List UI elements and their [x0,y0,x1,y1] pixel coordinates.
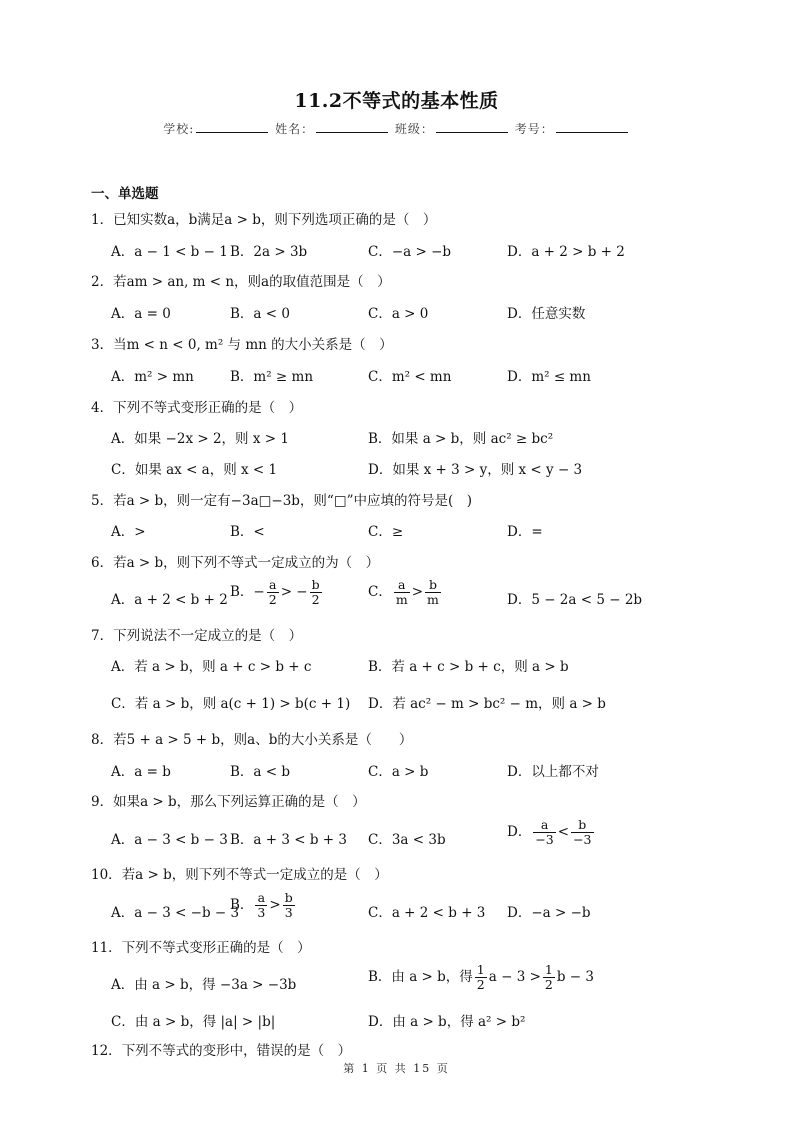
option-1d[interactable]: D．a + 2 > b + 2 [507,244,625,260]
exam-number-label: 考号： [514,122,554,136]
fraction: $\frac{a}{-3}$ [535,817,554,847]
option-4a[interactable]: A．如果 −2x > 2，则 x > 1 [111,431,289,447]
option-11c[interactable]: C．由 a > b，得 |a| > |b| [111,1014,276,1030]
option-11a[interactable]: A．由 a > b，得 −3a > −3b [111,977,297,993]
option-8b[interactable]: B．a < b [230,764,291,780]
option-9a[interactable]: A．a − 3 < b − 3 [111,832,228,848]
option-2a[interactable]: A．a = 0 [111,306,171,322]
option-8d[interactable]: D．以上都不对 [507,764,599,780]
option-5d[interactable]: D．= [507,524,543,540]
fraction: $\frac{b}{3}$ [284,890,293,920]
option-1b[interactable]: B．2a > 3b [230,244,308,260]
fraction: $\frac{a}{2}$ [268,577,277,607]
option-7a[interactable]: A．若 a > b，则 a + c > b + c [111,659,312,675]
option-6d[interactable]: D．5 − 2a < 5 − 2b [507,592,643,608]
fraction: $\frac{a}{m}$ [395,577,408,607]
question-8: 8．若5 + a > 5 + b，则a、b的大小关系是（ ） [91,732,413,748]
option-7c[interactable]: C．若 a > b，则 a(c + 1) > b(c + 1) [111,696,351,712]
question-12: 12．下列不等式的变形中，错误的是（ ） [91,1043,352,1059]
question-1: 1．已知实数a，b满足a > b，则下列选项正确的是（ ） [91,212,437,228]
question-4: 4．下列不等式变形正确的是（ ） [91,400,303,416]
option-3b[interactable]: B．m² ≥ mn [230,369,314,385]
option-6b[interactable]: B．− $\frac{a}{2}$ > − $\frac{b}{2}$ [230,577,320,607]
option-9d[interactable]: D． $\frac{a}{-3}$ < $\frac{b}{-3}$ [507,817,592,847]
fraction: $\frac{b}{m}$ [427,577,439,607]
option-6c[interactable]: C． $\frac{a}{m}$ > $\frac{b}{m}$ [368,577,439,607]
exam-number-blank[interactable] [556,121,628,133]
option-1c[interactable]: C．−a > −b [368,244,452,260]
fraction: $\frac{1}{2}$ [544,962,553,992]
fraction: $\frac{1}{2}$ [476,962,485,992]
option-10c[interactable]: C．a + 2 < b + 3 [368,905,486,921]
page-title: 11.2不等式的基本性质 [294,90,499,112]
option-4c[interactable]: C．如果 ax < a，则 x < 1 [111,462,278,478]
option-8c[interactable]: C．a > b [368,764,429,780]
option-5b[interactable]: B．< [230,524,265,540]
option-9b[interactable]: B．a + 3 < b + 3 [230,832,347,848]
option-9c[interactable]: C．3a < 3b [368,832,446,848]
question-11: 11．下列不等式变形正确的是（ ） [91,940,311,956]
option-5a[interactable]: A．> [111,524,146,540]
option-10b[interactable]: B． $\frac{a}{3}$ > $\frac{b}{3}$ [230,890,293,920]
school-label: 学校: [163,122,195,136]
fraction: $\frac{a}{3}$ [257,890,266,920]
option-3d[interactable]: D．m² ≤ mn [507,369,591,385]
option-10d[interactable]: D．−a > −b [507,905,591,921]
option-3a[interactable]: A．m² > mn [111,369,194,385]
question-9: 9．如果a > b，那么下列运算正确的是（ ） [91,794,366,810]
option-2d[interactable]: D．任意实数 [507,306,586,322]
question-3: 3．当m < n < 0, m² 与 mn 的大小关系是（ ） [91,337,393,353]
question-5: 5．若a > b，则一定有−3a□−3b，则“□”中应填的符号是( ) [91,493,473,509]
option-3c[interactable]: C．m² < mn [368,369,452,385]
option-4b[interactable]: B．如果 a > b，则 ac² ≥ bc² [368,431,554,447]
name-blank[interactable] [316,121,388,133]
option-6a[interactable]: A．a + 2 < b + 2 [111,592,228,608]
student-info-line [0,120,793,137]
option-10a[interactable]: A．a − 3 < −b − 3 [111,905,240,921]
question-2: 2．若am > an, m < n，则a的取值范围是（ ） [91,274,391,290]
question-7: 7．下列说法不一定成立的是（ ） [91,628,303,644]
class-blank[interactable] [436,121,508,133]
question-10: 10．若a > b，则下列不等式一定成立的是（ ） [91,867,388,883]
name-label: 姓名： [275,122,315,136]
school-blank[interactable] [196,121,268,133]
option-4d[interactable]: D．如果 x + 3 > y，则 x < y − 3 [368,462,583,478]
option-11d[interactable]: D．由 a > b，得 a² > b² [368,1014,526,1030]
page-footer: 第 1 页 共 15 页 [343,1062,450,1075]
option-5c[interactable]: C．≥ [368,524,404,540]
option-7b[interactable]: B．若 a + c > b + c，则 a > b [368,659,569,675]
section-heading: 一、单选题 [91,186,159,202]
option-2b[interactable]: B．a < 0 [230,306,290,322]
question-6: 6．若a > b，则下列不等式一定成立的为（ ） [91,555,380,571]
option-1a[interactable]: A．a − 1 < b − 1 [111,244,228,260]
option-7d[interactable]: D．若 ac² − m > bc² − m，则 a > b [368,696,606,712]
option-2c[interactable]: C．a > 0 [368,306,429,322]
option-11b[interactable]: B．由 a > b，得 $\frac{1}{2}$ a − 3 > $\frac{1}{2}$ b − 3 [368,962,594,992]
fraction: $\frac{b}{2}$ [311,577,320,607]
option-8a[interactable]: A．a = b [111,764,171,780]
fraction: $\frac{b}{-3}$ [573,817,592,847]
class-label: 班级： [394,122,434,136]
